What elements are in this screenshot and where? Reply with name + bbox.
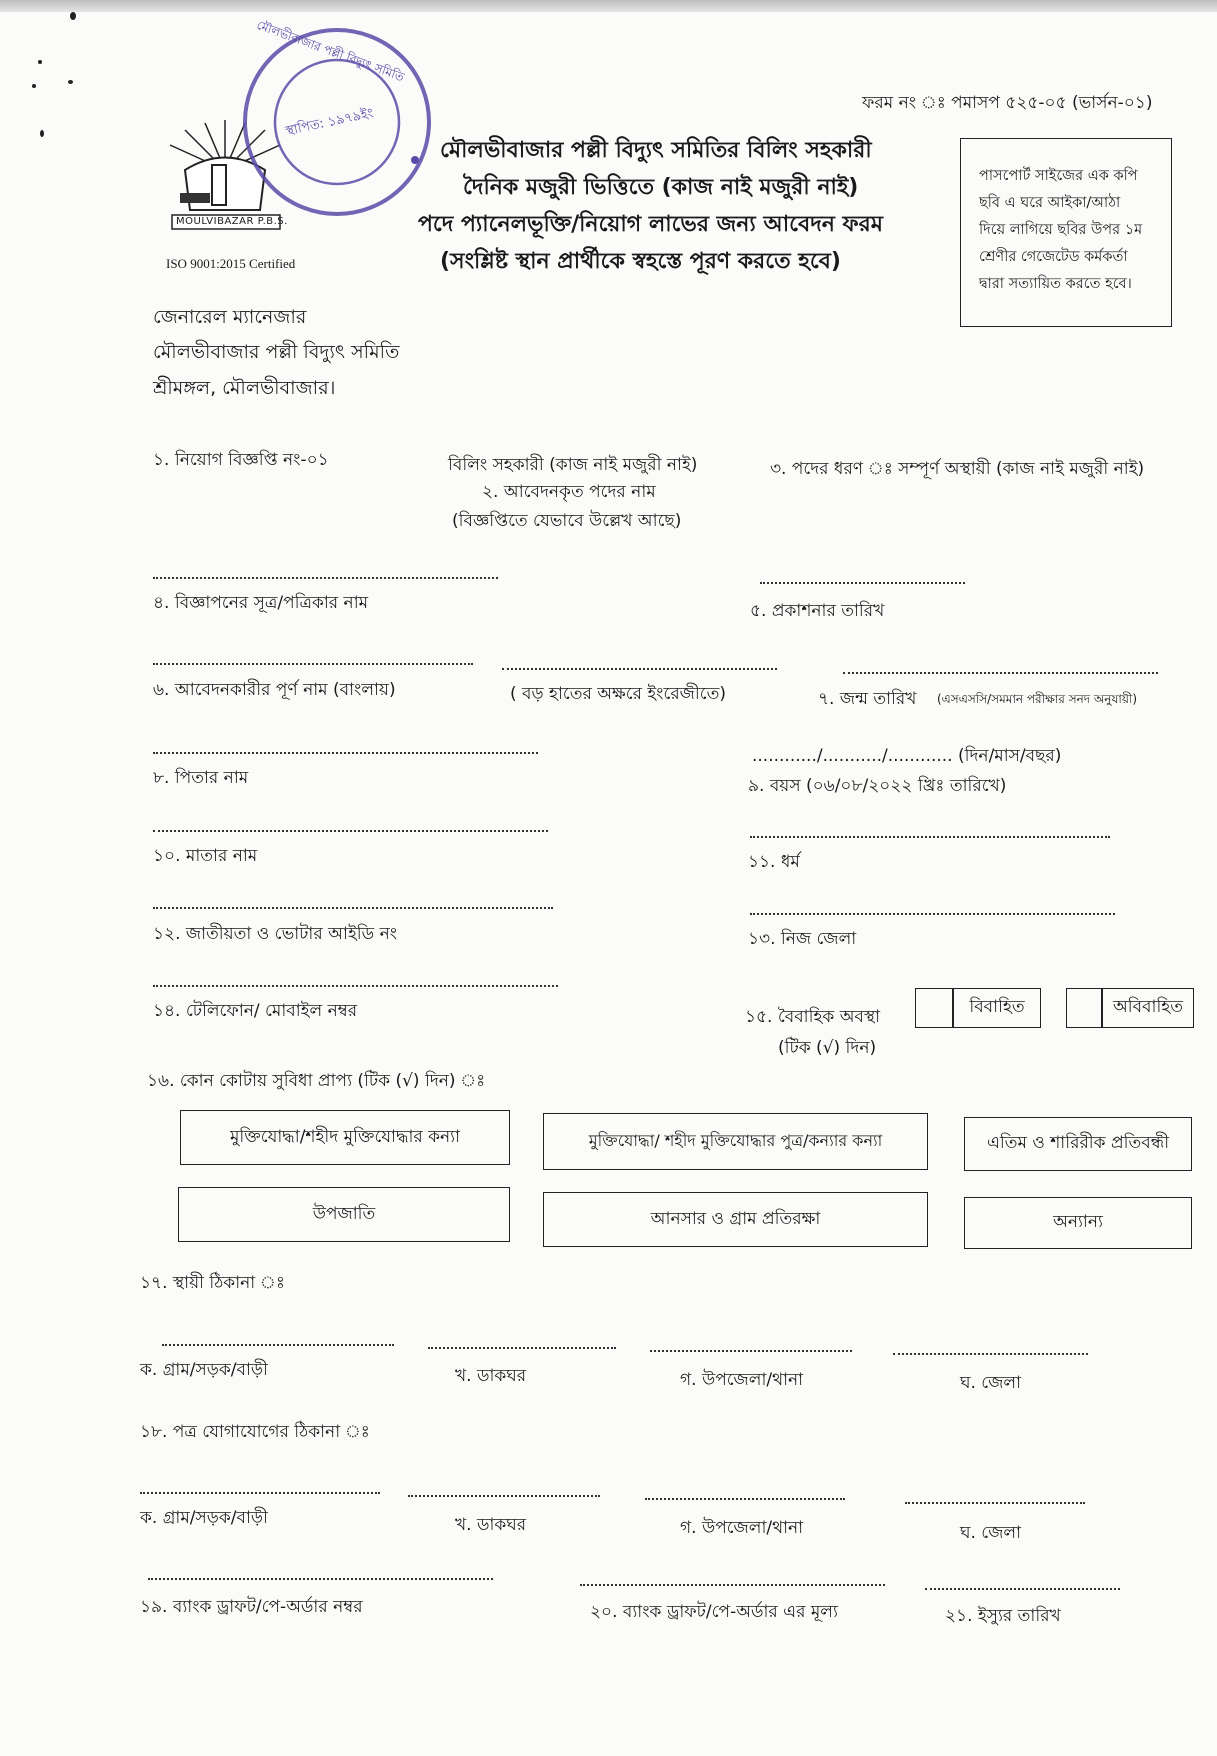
addressee-title: জেনারেল ম্যানেজার [153,306,307,328]
field-6b-label: ( বড় হাতের অক্ষরে ইংরেজীতে) [510,684,726,704]
mail-post-label: খ. ডাকঘর [455,1515,527,1535]
quota-ansar-vdp[interactable]: আনসার ও গ্রাম প্রতিরক্ষা [543,1192,928,1247]
form-title-1: মৌলভীবাজার পল্লী বিদ্যুৎ সমিতির বিলিং সহকারী [440,138,872,163]
field-4-label: ৪. বিজ্ঞাপনের সূত্র/পত্রিকার নাম [153,593,369,613]
field-12-label: ১২. জাতীয়তা ও ভোটার আইডি নং [153,924,398,944]
quota-tribal[interactable]: উপজাতি [178,1187,510,1242]
field-13-label: ১৩. নিজ জেলা [748,929,857,949]
field-15-note: (টিক (√) দিন) [778,1038,877,1058]
scan-speck [40,130,44,137]
field-7-line[interactable] [843,672,1158,674]
field-8-line[interactable] [153,752,538,754]
unmarried-checkbox[interactable] [1066,988,1102,1028]
field-20-line[interactable] [580,1584,885,1586]
scan-speck [32,84,36,88]
unmarried-label-box: অবিবাহিত [1102,988,1194,1028]
scan-edge [0,0,1217,12]
quota-others[interactable]: অন্যান্য [964,1197,1192,1249]
field-8-label: ৮. পিতার নাম [153,768,249,788]
field-11-line[interactable] [750,836,1110,838]
photo-instruction: দ্বারা সত্যায়িত করতে হবে। [979,276,1132,292]
field-6-label: ৬. আবেদনকারীর পূর্ণ নাম (বাংলায়) [153,680,396,700]
date-format[interactable]: ............/.........../............ (দিন/মাস/বছর) [752,746,1062,766]
photo-instruction: শ্রেণীর গেজেটেড কর্মকর্তা [979,249,1128,265]
field-2-note: (বিজ্ঞপ্তিতে যেভাবে উল্লেখ আছে) [452,511,682,531]
field-2-value: বিলিং সহকারী (কাজ নাই মজুরী নাই) [448,455,698,475]
field-9-label: ৯. বয়স (০৬/০৮/২০২২ খ্রিঃ তারিখে) [748,776,1007,796]
field-14-label: ১৪. টেলিফোন/ মোবাইল নম্বর [153,1001,358,1021]
field-12-line[interactable] [153,907,553,909]
field-6b-line[interactable] [502,668,777,670]
mail-post-line[interactable] [408,1495,600,1497]
photo-instruction: দিয়ে লাগিয়ে ছবির উপর ১ম [979,222,1143,238]
photo-instruction: পাসপোর্ট সাইজের এক কপি [979,168,1138,184]
form-title-2: দৈনিক মজুরী ভিত্তিতে (কাজ নাই মজুরী নাই) [463,175,859,200]
quota-freedom-fighter-daughter[interactable]: মুক্তিযোদ্ধা/শহীদ মুক্তিযোদ্ধার কন্যা [180,1110,510,1165]
form-number: ফরম নং ঃ পমাসপ ৫২৫-০৫ (ভার্সন-০১) [862,93,1153,113]
mail-upazila-line[interactable] [645,1498,845,1500]
scan-speck [70,12,76,20]
field-18-label: ১৮. পত্র যোগাযোগের ঠিকানা ঃ [140,1422,370,1442]
mail-village-line[interactable] [140,1492,380,1494]
perm-district-line[interactable] [893,1353,1088,1355]
official-stamp [240,17,435,220]
field-6-line[interactable] [153,663,473,665]
field-20-label: ২০. ব্যাংক ড্রাফট/পে-অর্ডার এর মূল্য [590,1602,838,1622]
field-14-line[interactable] [153,985,558,987]
perm-district-label: ঘ. জেলা [960,1373,1022,1393]
field-16-label: ১৬. কোন কোটায় সুবিধা প্রাপ্য (টিক (√) দিন) ঃ [147,1071,486,1091]
field-7-note: (এসএসসি/সমমান পরীক্ষার সনদ অনুযায়ী) [937,692,1138,706]
field-1-label: ১. নিয়োগ বিজ্ঞপ্তি নং-০১ [153,450,329,470]
field-15-label: ১৫. বৈবাহিক অবস্থা [745,1007,881,1027]
form-title-3: পদে প্যানেলভূক্তি/নিয়োগ লাভের জন্য আবেদন ফরম [418,212,883,237]
mail-district-label: ঘ. জেলা [960,1523,1022,1543]
stamp-name: মৌলভীবাজার পল্লী বিদ্যুৎ সমিতি [254,17,406,85]
mail-district-line[interactable] [905,1502,1085,1504]
quota-freedom-fighter-grandchild[interactable]: মুক্তিযোদ্ধা/ শহীদ মুক্তিযোদ্ধার পুত্র/কন্যার কন্যা [543,1113,928,1170]
quota-orphan-disabled[interactable]: এতিম ও শারিরীক প্রতিবন্ধী [964,1117,1192,1171]
married-checkbox[interactable] [915,988,953,1028]
scan-speck [68,80,73,84]
field-21-label: ২১. ইস্যুর তারিখ [945,1606,1061,1626]
photo-box[interactable] [960,138,1172,327]
perm-post-line[interactable] [428,1347,616,1349]
field-5-line[interactable] [760,582,965,584]
field-13-line[interactable] [750,913,1115,915]
perm-post-label: খ. ডাকঘর [455,1366,527,1386]
addressee-org: মৌলভীবাজার পল্লী বিদ্যুৎ সমিতি [153,341,400,363]
field-19-label: ১৯. ব্যাংক ড্রাফট/পে-অর্ডার নম্বর [140,1597,363,1617]
field-5-label: ৫. প্রকাশনার তারিখ [750,601,885,621]
field-11-label: ১১. ধর্ম [748,852,800,872]
field-10-label: ১০. মাতার নাম [153,846,258,866]
field-2-label: ২. আবেদনকৃত পদের নাম [482,482,656,502]
mail-village-label: ক. গ্রাম/সড়ক/বাড়ী [140,1508,268,1528]
perm-village-line[interactable] [162,1344,394,1346]
stamp-date: স্থাপিত: ১৯৭৯ইং [284,105,375,140]
scan-speck [38,60,42,64]
married-label-box: বিবাহিত [953,988,1041,1028]
perm-village-label: ক. গ্রাম/সড়ক/বাড়ী [140,1360,268,1380]
field-7-label: ৭. জন্ম তারিখ [818,689,917,709]
field-3-label: ৩. পদের ধরণ ঃ সম্পূর্ণ অস্থায়ী (কাজ নাই মজুরী নাই) [770,459,1145,479]
field-19-line[interactable] [148,1578,493,1580]
perm-upazila-line[interactable] [650,1350,852,1352]
mail-upazila-label: গ. উপজেলা/থানা [680,1518,804,1538]
form-title-4: (সংশ্লিষ্ট স্থান প্রার্থীকে স্বহস্তে পূরণ করতে হবে) [440,249,841,274]
iso-text: ISO 9001:2015 Certified [166,256,296,271]
field-17-label: ১৭. স্থায়ী ঠিকানা ঃ [140,1273,285,1293]
perm-upazila-label: গ. উপজেলা/থানা [680,1370,804,1390]
field-21-line[interactable] [925,1588,1120,1590]
photo-instruction: ছবি এ ঘরে আইকা/আঠা [979,195,1121,211]
field-4-line[interactable] [153,577,498,579]
field-10-line[interactable] [153,830,548,832]
addressee-place: শ্রীমঙ্গল, মৌলভীবাজার। [153,377,336,399]
logo-name: MOULVIBAZAR P.B.S. [176,216,288,227]
